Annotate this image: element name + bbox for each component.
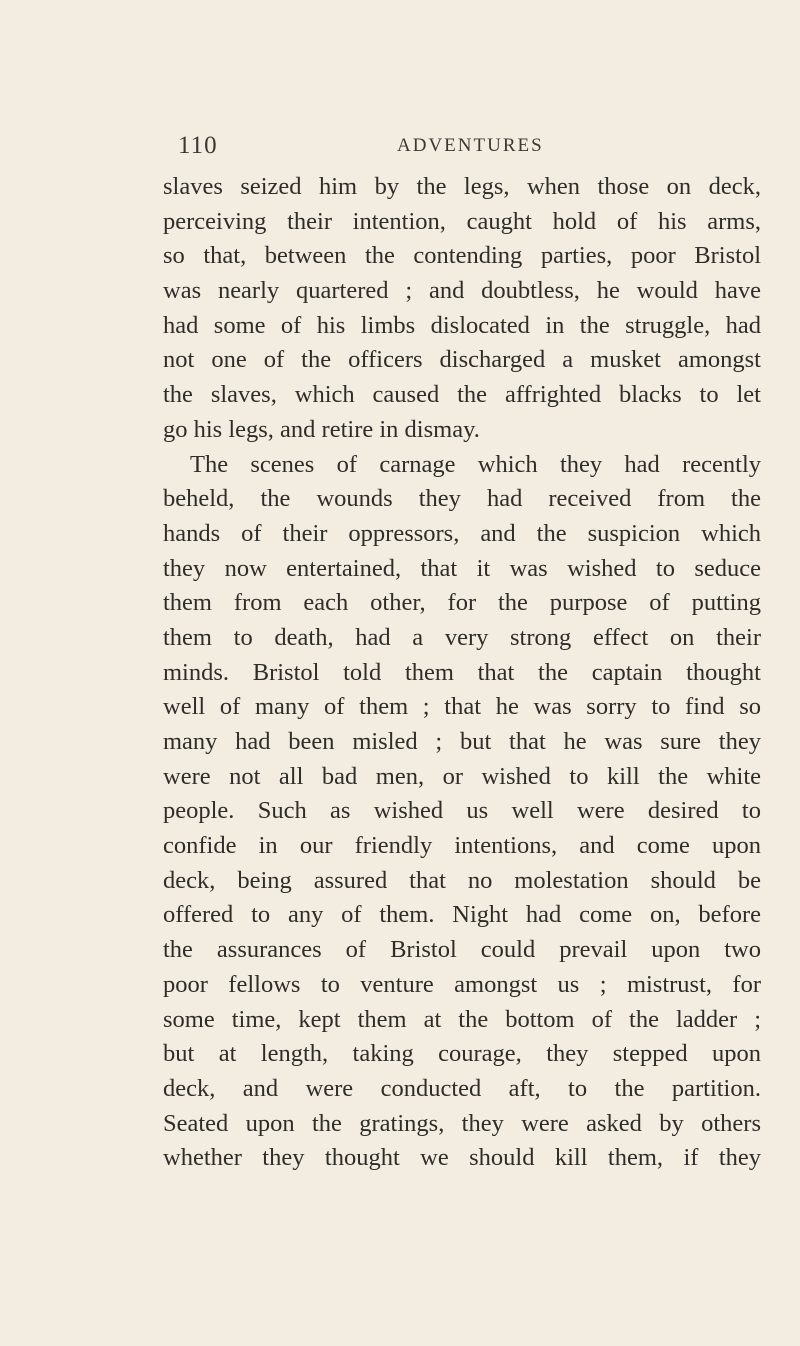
text-line: perceiving their intention, caught hold of his arms, bbox=[163, 207, 761, 235]
text-line: was nearly quartered ; and doubtless, he would have bbox=[163, 277, 761, 305]
body-text bbox=[163, 170, 761, 1176]
text-line: slaves seized him by the legs, when those on deck, bbox=[163, 173, 761, 200]
text-line: beheld, the wounds they had received from the bbox=[163, 485, 761, 513]
text-line: so that, between the contending parties, poor Bristol bbox=[163, 242, 761, 270]
text-line: had some of his limbs dislocated in the struggle, had bbox=[163, 311, 761, 339]
text-line: confide in our friendly intentions, and come upon bbox=[163, 832, 761, 860]
text-line: hands of their oppressors, and the suspicion which bbox=[163, 519, 761, 547]
text-line: deck, and were conducted aft, to the partition. bbox=[163, 1074, 761, 1102]
text-line: not one of the officers discharged a musket amongst bbox=[163, 346, 761, 374]
text-line: people. Such as wished us well were desired to bbox=[163, 797, 761, 825]
text-line: them to death, had a very strong effect on their bbox=[163, 623, 761, 651]
running-title: ADVENTURES bbox=[397, 135, 544, 156]
text-line: well of many of them ; that he was sorry to find so bbox=[163, 693, 761, 721]
text-line: poor fellows to venture amongst us ; mistrust, for bbox=[163, 970, 761, 998]
text-line: they now entertained, that it was wished to seduce bbox=[163, 554, 761, 582]
text-line: whether they thought we should kill them, if they bbox=[163, 1144, 761, 1172]
page-number: 110 bbox=[178, 132, 218, 159]
text-line: were not all bad men, or wished to kill the white bbox=[163, 762, 761, 790]
text-line: offered to any of them. Night had come on, before bbox=[163, 901, 761, 929]
text-line: some time, kept them at the bottom of the ladder ; bbox=[163, 1005, 761, 1033]
text-line: Seated upon the gratings, they were asked by others bbox=[163, 1109, 761, 1137]
text-line: deck, being assured that no molestation should be bbox=[163, 866, 761, 894]
text-line: but at length, taking courage, they stepped upon bbox=[163, 1040, 761, 1068]
text-line-paragraph-start: The scenes of carnage which they had recently bbox=[190, 450, 761, 478]
text-line: go his legs, and retire in dismay. bbox=[163, 415, 480, 443]
text-line: many had been misled ; but that he was sure they bbox=[163, 728, 761, 755]
text-line: the slaves, which caused the affrighted blacks to let bbox=[163, 381, 761, 409]
text-line: them from each other, for the purpose of putting bbox=[163, 589, 761, 617]
text-line: minds. Bristol told them that the captain thought bbox=[163, 658, 761, 686]
text-line: the assurances of Bristol could prevail upon two bbox=[163, 936, 761, 964]
